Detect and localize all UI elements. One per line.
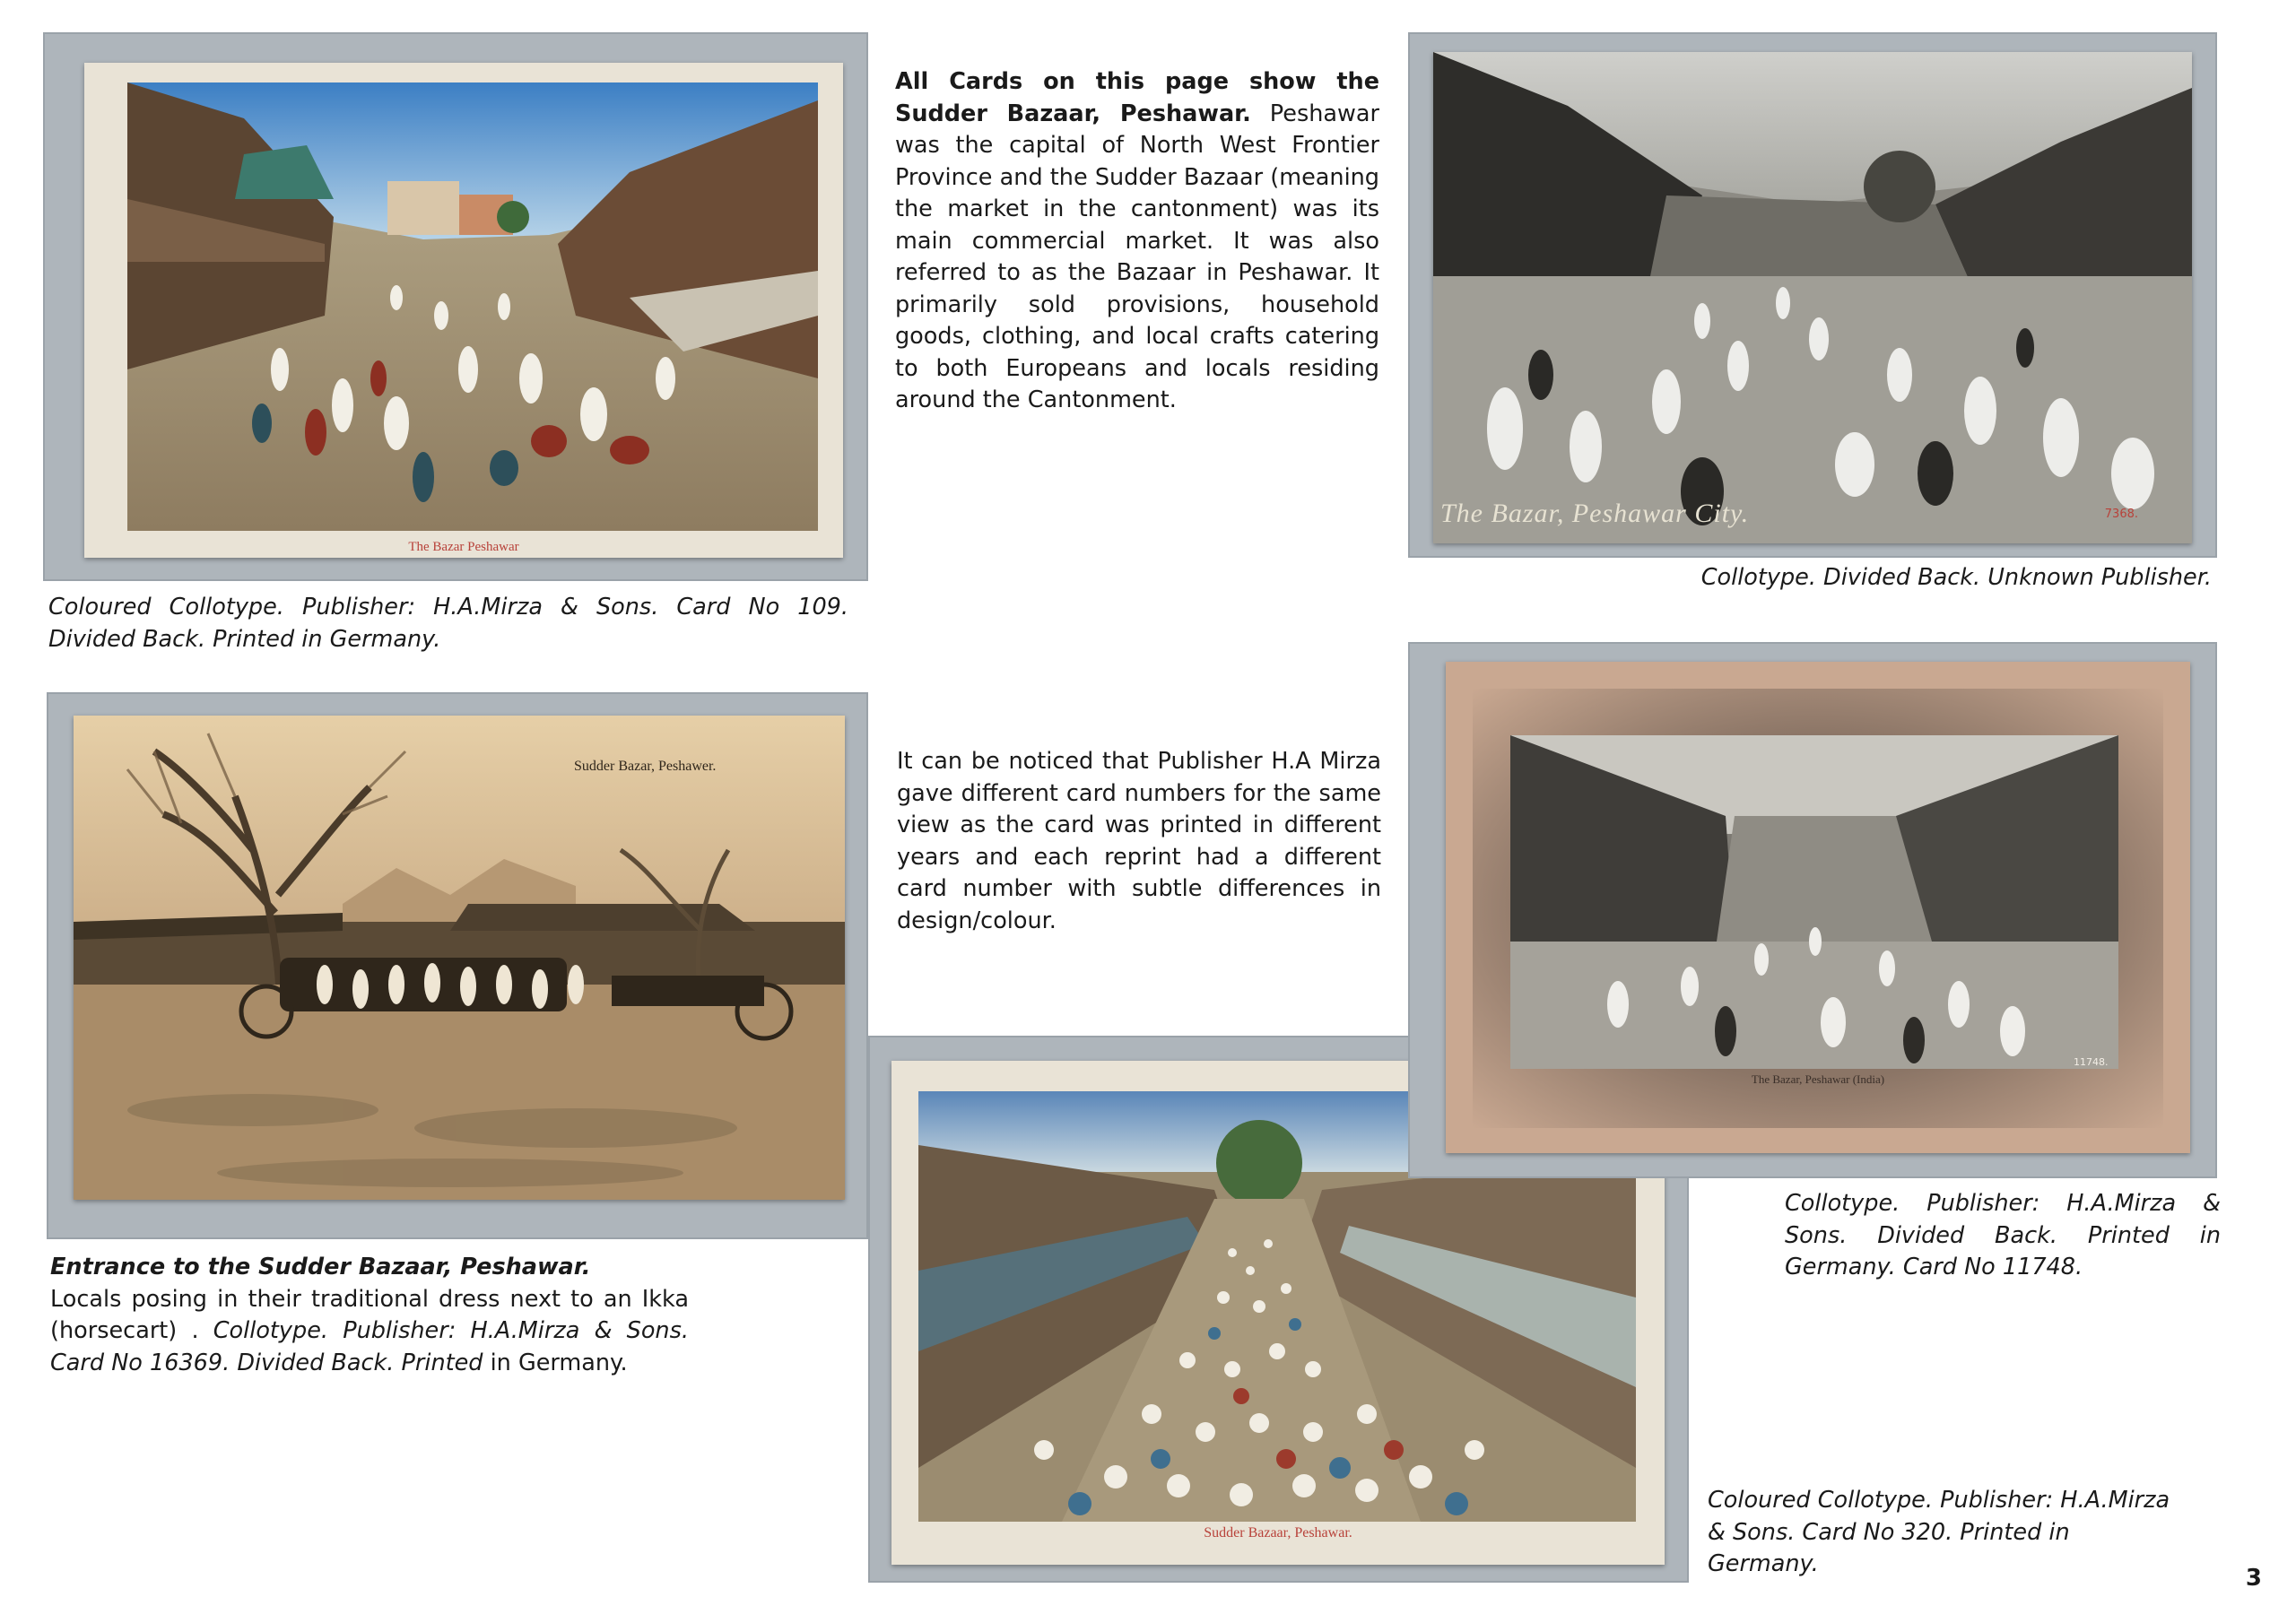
page-number: 3	[2245, 1565, 2262, 1592]
mount-mid-right	[1408, 642, 2217, 1178]
caption-plain: Locals posing in their traditional dress next to an Ikka (horsecart) .	[50, 1285, 689, 1344]
postcard-mid-left	[74, 716, 845, 1200]
postcard-image-bazar-peshawar	[127, 82, 818, 531]
postcard-top-left	[84, 63, 843, 558]
caption-top-left: Coloured Collotype. Publisher: H.A.Mirza & Sons. Card No 109. Divided Back. Printed in Germany.	[48, 594, 848, 653]
postcard-mid-right	[1446, 662, 2190, 1153]
mount-mid-left	[47, 692, 868, 1239]
mount-top-left	[43, 32, 868, 581]
postcard-printed-caption: The Bazar Peshawar	[408, 540, 519, 554]
postcard-number: 11748.	[2074, 1056, 2109, 1068]
postcard-printed-caption: The Bazar, Peshawar City.	[1440, 499, 1750, 528]
caption-tail: in Germany.	[483, 1349, 628, 1376]
postcard-image-sudder-bazar-entrance	[74, 716, 845, 1200]
intro-paragraph	[895, 66, 1379, 417]
intro-heading: All Cards on this page show the Sudder Bazaar, Peshawar.	[895, 68, 1379, 127]
caption-top-right: Collotype. Divided Back. Unknown Publisher.	[1700, 564, 2212, 591]
postcard-printed-caption: The Bazar, Peshawar (India)	[1751, 1072, 1885, 1086]
postcard-image-bazar-peshawar-city	[1433, 52, 2192, 543]
postcard-printed-caption: Sudder Bazar, Peshawer.	[574, 759, 717, 774]
caption-italic: Collotype. Publisher: H.A.Mirza & Sons. Card No 16369. Divided Back. Printed	[50, 1317, 689, 1376]
caption-mid-left	[50, 1252, 689, 1379]
caption-mid-right: Collotype. Publisher: H.A.Mirza & Sons. Divided Back. Printed in Germany. Card No 11748.	[1785, 1190, 2221, 1280]
caption-bottom-center: Coloured Collotype. Publisher: H.A.Mirza & Sons. Card No 320. Printed in Germany.	[1708, 1487, 2170, 1577]
postcard-image-bazar-peshawar-india	[1510, 735, 2118, 1069]
postcard-printed-caption: Sudder Bazaar, Peshawar.	[1204, 1525, 1352, 1541]
postcard-number: 7368.	[2104, 508, 2138, 521]
note-paragraph: It can be noticed that Publisher H.A Mirza gave different card numbers for the same view as the card was printed in different years and each reprint had a different card number with subtle differences in design/colour.	[897, 748, 1381, 934]
mount-top-right	[1408, 32, 2217, 558]
caption-title: Entrance to the Sudder Bazaar, Peshawar.	[50, 1254, 591, 1280]
postcard-top-right	[1433, 52, 2192, 543]
intro-body: Peshawar was the capital of North West Frontier Province and the Sudder Bazaar (meaning the market in the cantonment) was its main commercial market. It was also referred to as the Bazaar in Peshawar. It primarily sold provisions, household goods, clothing, and local crafts catering to both Europeans and locals residing around the Cantonment.	[895, 100, 1379, 413]
